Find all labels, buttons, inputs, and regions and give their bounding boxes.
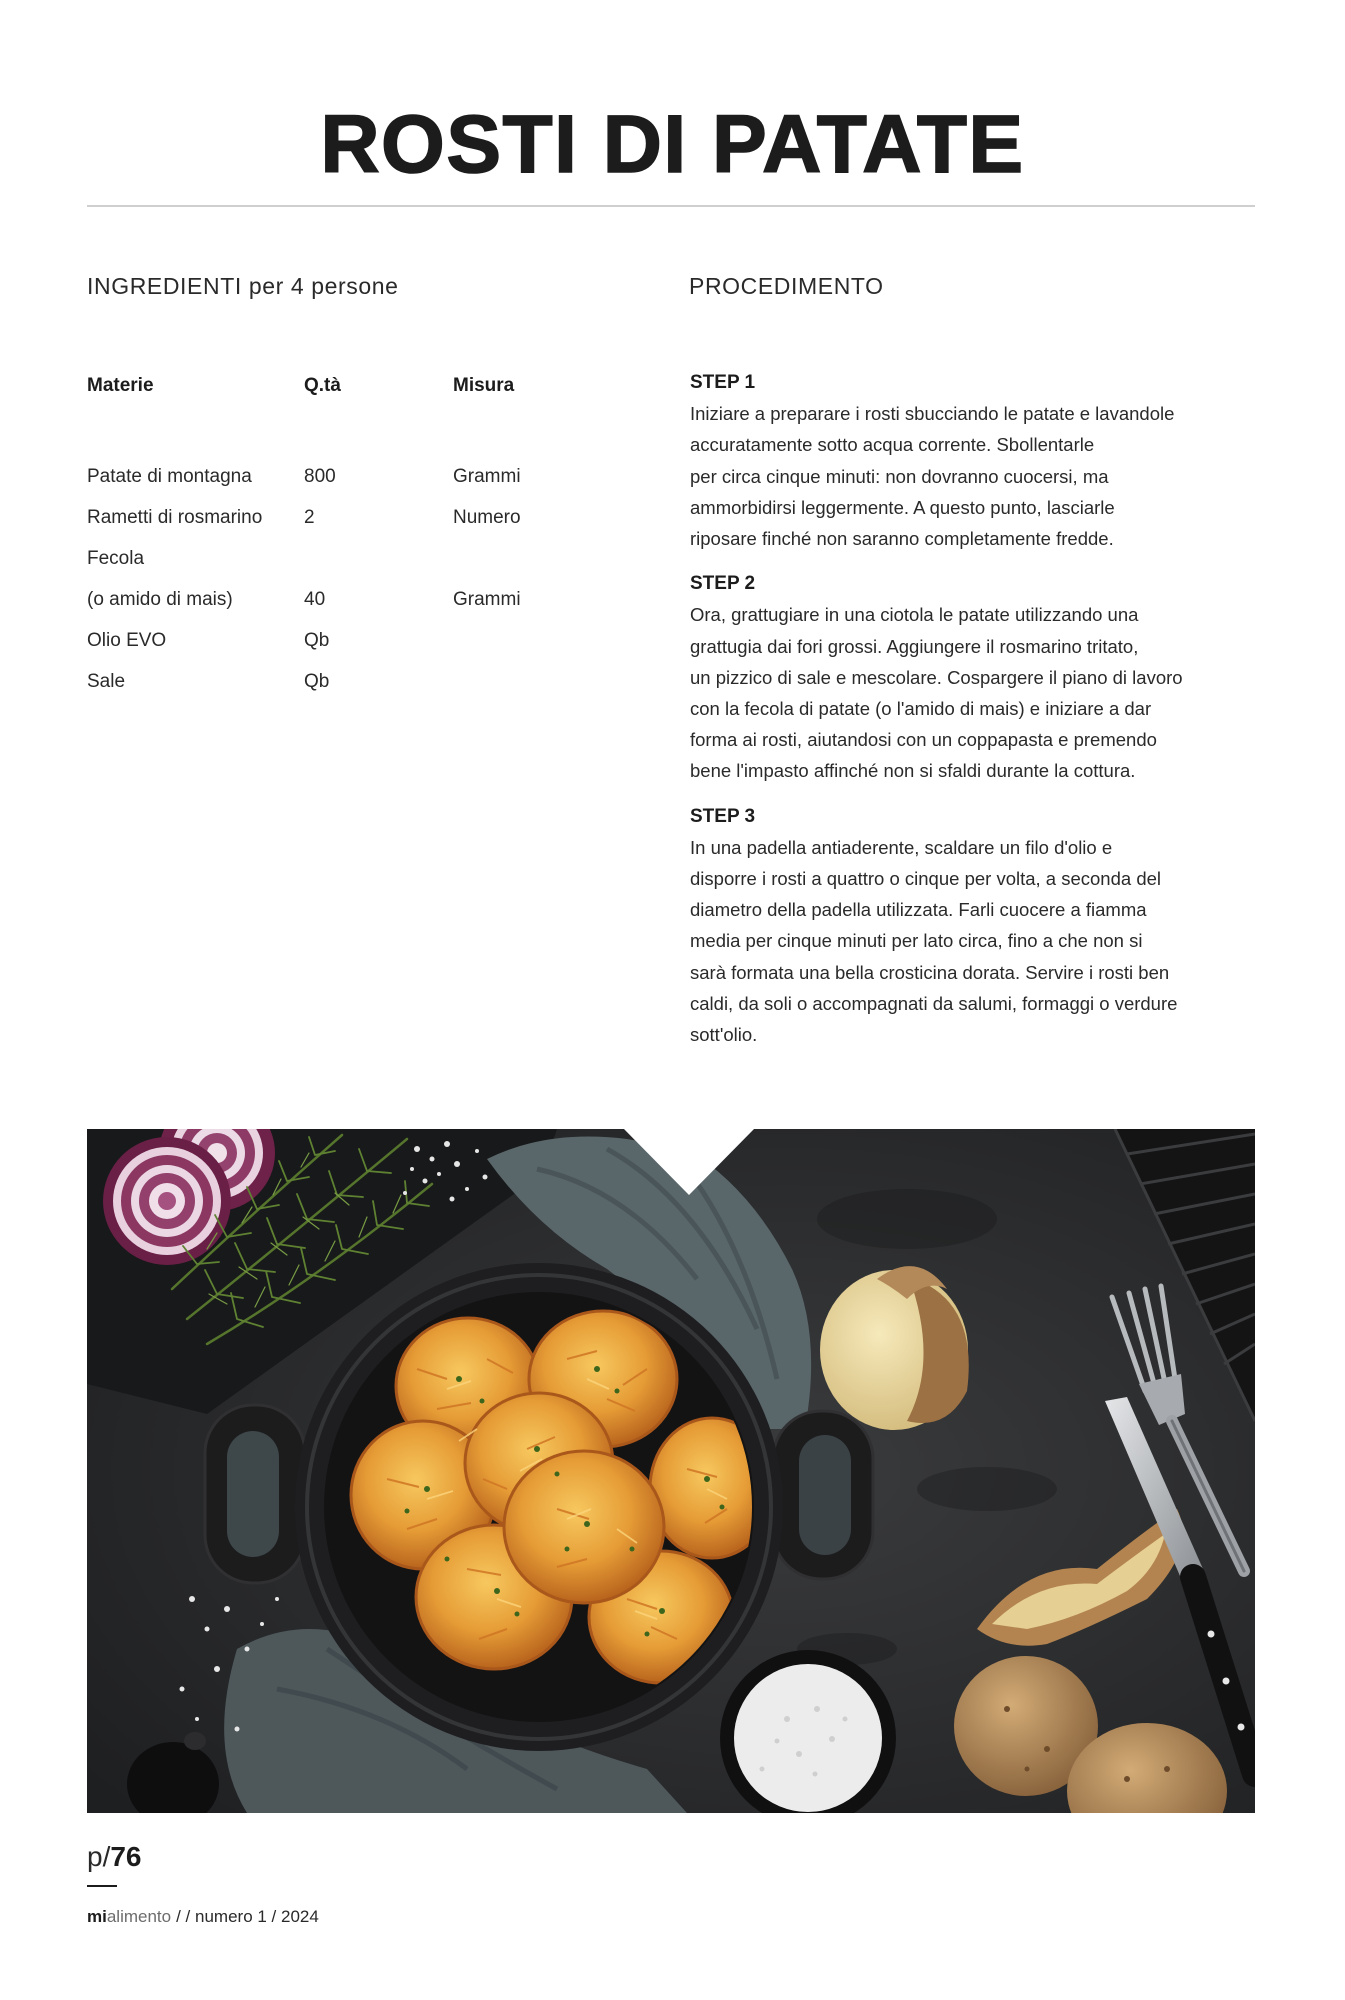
table-row <box>87 620 647 661</box>
ingredient-name: Patate di montagna <box>87 466 252 487</box>
step-text-line: Iniziare a preparare i rosti sbucciando le patate e lavandole <box>690 403 1175 425</box>
column-header-misura: Misura <box>453 375 515 396</box>
table-row <box>87 497 647 538</box>
step-text-line: con la fecola di patate (o l'amido di mais) e iniziare a dar <box>690 698 1152 720</box>
step-2 <box>690 568 1255 786</box>
step-text-line: In una padella antiaderente, scaldare un filo d'olio e <box>690 836 1113 858</box>
brand-name-bold: mi <box>87 1907 107 1926</box>
ingredient-unit: Numero <box>453 507 521 528</box>
ingredients-header-row <box>87 374 647 398</box>
ingredient-unit <box>453 661 643 702</box>
page-number-prefix: p/ <box>87 1841 111 1872</box>
pan-handle-left <box>205 1405 305 1583</box>
table-row <box>87 661 647 702</box>
ingredient-quantity: 800 <box>304 466 336 487</box>
procedure-steps <box>690 367 1255 1050</box>
step-text-line: per circa cinque minuti: non dovranno cuocersi, ma <box>690 465 1109 487</box>
column-header-materie: Materie <box>87 375 154 396</box>
ingredient-unit <box>453 538 643 579</box>
ingredient-quantity: Qb <box>304 630 330 651</box>
step-text-line: sott'olio. <box>690 1024 758 1046</box>
ingredient-unit: Grammi <box>453 466 521 487</box>
issue-info: / / numero 1 / 2024 <box>176 1907 319 1926</box>
title-divider <box>87 205 1255 207</box>
page-number-underline <box>87 1885 117 1887</box>
step-text-line: un pizzico di sale e mescolare. Cospargere il piano di lavoro <box>690 666 1183 688</box>
ingredient-name: (o amido di mais) <box>87 589 233 610</box>
step-text-line: caldi, da soli o accompagnati da salumi, formaggi o verdure <box>690 992 1178 1014</box>
step-text-line: grattugia dai fori grossi. Aggiungere il rosmarino tritato, <box>690 635 1139 657</box>
brand-name-light: alimento <box>106 1907 172 1926</box>
ingredient-unit: Grammi <box>453 589 521 610</box>
ingredient-quantity: 2 <box>304 507 315 528</box>
ingredient-name: Olio EVO <box>87 630 167 651</box>
ingredients-heading: INGREDIENTI per 4 persone <box>87 273 399 299</box>
step-text-line: riposare finché non saranno completamente fredde. <box>690 528 1114 550</box>
column-header-quantita: Q.tà <box>304 375 341 396</box>
step-text-line: sarà formata una bella crosticina dorata. Servire i rosti ben <box>690 961 1170 983</box>
table-row <box>87 579 647 620</box>
ingredient-name: Sale <box>87 671 126 692</box>
page-number <box>87 1840 142 1874</box>
step-text-line: forma ai rosti, aiutandosi con un coppapasta e premendo <box>690 729 1157 751</box>
step-text-line: bene l'impasto affinché non si sfaldi durante la cottura. <box>690 760 1136 782</box>
procedure-heading: PROCEDIMENTO <box>689 273 884 299</box>
ingredient-name: Fecola <box>87 548 145 569</box>
ingredient-quantity: 40 <box>304 589 326 610</box>
ingredient-unit <box>453 620 643 661</box>
step-text-line: ammorbidirsi leggermente. A questo punto, lasciarle <box>690 496 1115 518</box>
recipe-title: ROSTI DI PATATE <box>320 99 1025 190</box>
page-number-value: 76 <box>110 1841 142 1872</box>
step-label: STEP 2 <box>690 573 756 595</box>
table-row <box>87 538 647 579</box>
footer-publication <box>87 1906 319 1928</box>
step-text-line: Ora, grattugiare in una ciotola le patate utilizzando una <box>690 604 1139 626</box>
step-label: STEP 1 <box>690 372 756 393</box>
step-1 <box>690 367 1255 554</box>
red-onion-front <box>103 1137 231 1265</box>
recipe-photo <box>87 1129 1255 1813</box>
ingredients-table <box>87 374 647 702</box>
step-3 <box>690 801 1255 1051</box>
step-text-line: diametro della padella utilizzata. Farli cuocere a fiamma <box>690 899 1147 921</box>
step-label: STEP 3 <box>690 805 756 827</box>
table-row <box>87 456 647 497</box>
step-text-line: disporre i rosti a quattro o cinque per volta, a seconda del <box>690 868 1162 890</box>
ingredient-quantity: Qb <box>304 671 330 692</box>
step-text-line: accuratamente sotto acqua corrente. Sbollentarle <box>690 434 1095 456</box>
pan-handle-right <box>773 1411 873 1579</box>
step-text-line: media per cinque minuti per lato circa, fino a che non si <box>690 930 1143 952</box>
ingredient-name: Rametti di rosmarino <box>87 507 263 528</box>
ingredients-body <box>87 456 647 702</box>
ingredient-quantity <box>304 538 453 579</box>
recipe-photo-illustration <box>87 1129 1255 1813</box>
